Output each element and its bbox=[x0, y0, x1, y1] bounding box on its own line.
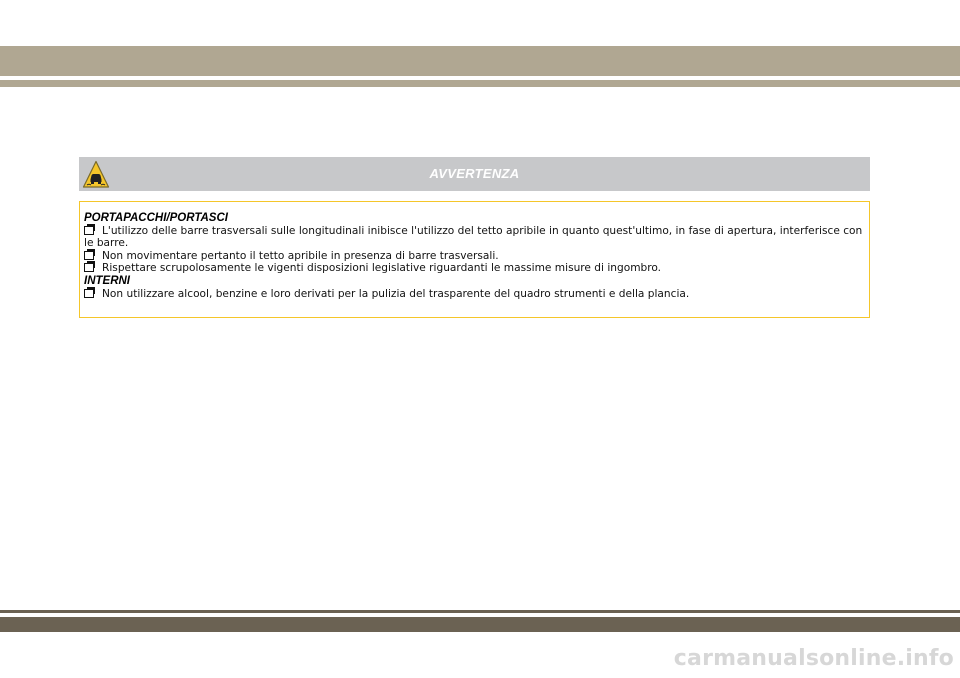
warning-header bbox=[79, 157, 870, 191]
section-title-portapacchi: PORTAPACCHI/PORTASCI bbox=[84, 212, 228, 224]
list-item bbox=[84, 262, 864, 275]
list-item bbox=[84, 225, 864, 250]
top-decorative-line bbox=[0, 80, 960, 87]
bullet-square-icon bbox=[84, 250, 96, 260]
top-decorative-band bbox=[0, 46, 960, 76]
bottom-decorative-line bbox=[0, 610, 960, 613]
list-item bbox=[84, 288, 864, 301]
list-item bbox=[84, 250, 864, 263]
bullet-square-icon bbox=[84, 288, 96, 298]
warning-content bbox=[84, 212, 864, 301]
warning-title: AVVERTENZA bbox=[429, 166, 520, 181]
warning-content-box bbox=[79, 201, 870, 318]
bullet-square-icon bbox=[84, 225, 96, 235]
bullet-text: Non movimentare pertanto il tetto apribile in presenza di barre trasversali. bbox=[102, 249, 499, 262]
bullet-text: Non utilizzare alcool, benzine e loro derivati per la pulizia del trasparente del quadro strumenti e della plancia. bbox=[102, 288, 690, 301]
bullet-text: L'utilizzo delle barre trasversali sulle longitudinali inibisce l'utilizzo del tetto apribile in quanto quest'ultimo, in fase di apertura, interferisce con le barre. bbox=[84, 225, 863, 249]
bullet-text: Rispettare scrupolosamente le vigenti disposizioni legislative riguardanti le massime misure di ingombro. bbox=[102, 262, 662, 275]
watermark: carmanualsonline.info bbox=[673, 646, 954, 671]
bottom-decorative-band bbox=[0, 617, 960, 632]
section-title-interni: INTERNI bbox=[84, 275, 130, 288]
bullet-square-icon bbox=[84, 262, 96, 272]
